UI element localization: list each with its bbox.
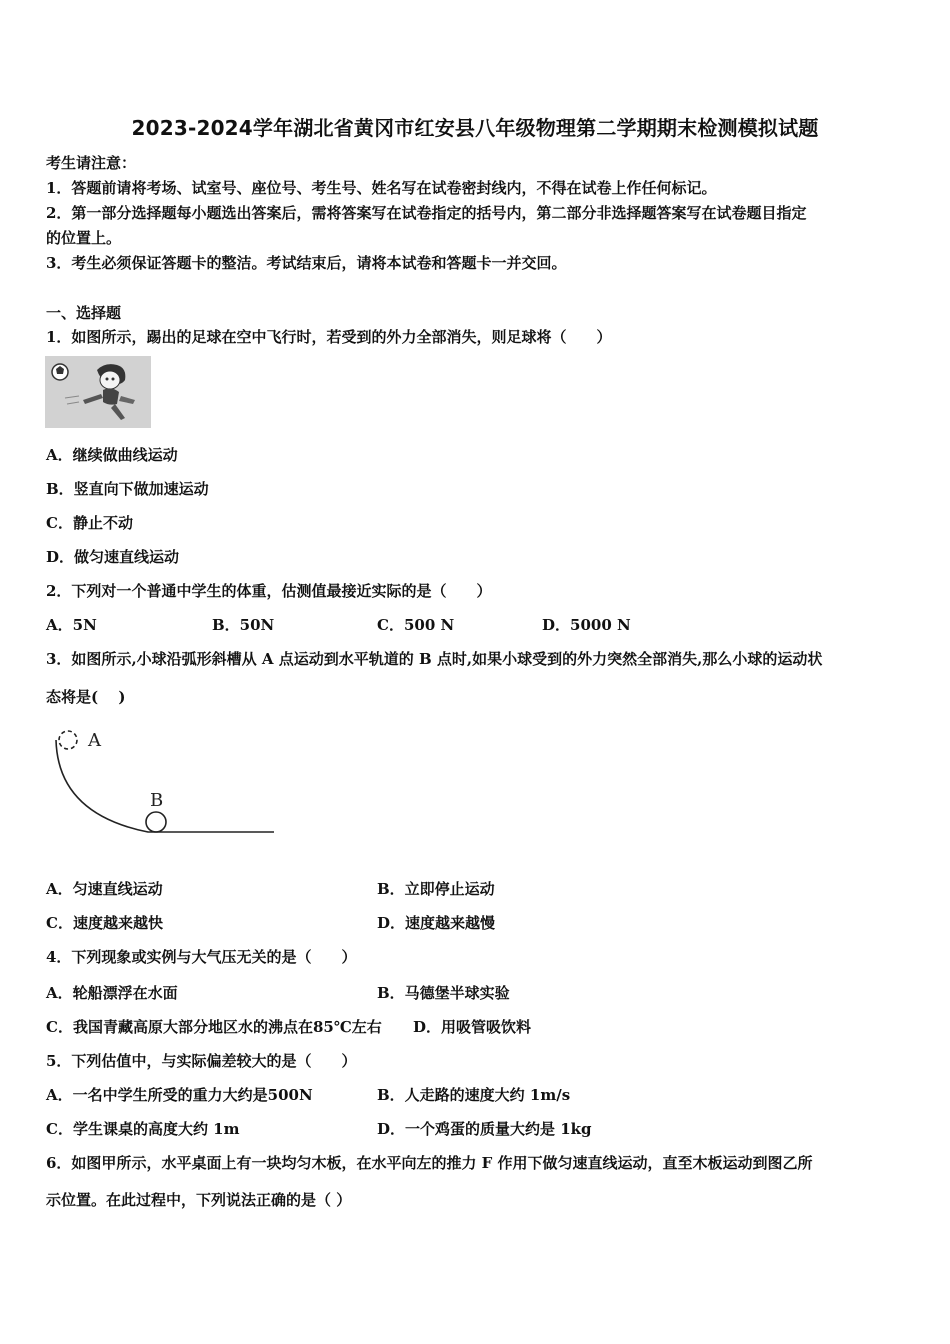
- q1-stem: 1．如图所示，踢出的足球在空中飞行时，若受到的外力全部消失，则足球将（ ）: [46, 328, 612, 346]
- q1-option-b: B．竖直向下做加速运动: [46, 480, 209, 498]
- q3-option-a: A．匀速直线运动: [46, 880, 163, 898]
- q1-option-a: A．继续做曲线运动: [46, 446, 178, 464]
- q3-option-c: C．速度越来越快: [46, 914, 163, 932]
- notice-item-2: 2．第一部分选择题每小题选出答案后，需将答案写在试卷指定的括号内，第二部分非选择题答案写在试卷题目指定: [46, 204, 807, 222]
- notice-item-2-cont: 的位置上。: [46, 229, 122, 247]
- q3-option-b: B．立即停止运动: [377, 880, 495, 898]
- q3-figure: [48, 722, 278, 842]
- q2-stem: 2．下列对一个普通中学生的体重，估测值最接近实际的是（ ）: [46, 582, 492, 600]
- label-b: B: [150, 790, 164, 811]
- ball-at-a: [59, 731, 77, 749]
- q4-option-a: A．轮船漂浮在水面: [46, 984, 178, 1002]
- page-title: 2023-2024学年湖北省黄冈市红安县八年级物理第二学期期末检测模拟试题: [131, 116, 819, 140]
- q3-option-d: D．速度越来越慢: [377, 914, 496, 932]
- q5-stem: 5．下列估值中，与实际偏差较大的是（ ）: [46, 1052, 357, 1070]
- q6-stem-line1: 6．如图甲所示，水平桌面上有一块均匀木板，在水平向左的推力 F 作用下做匀速直线运动，直至木板运动到图乙所: [46, 1154, 813, 1172]
- q2-option-b: B．50N: [212, 616, 275, 634]
- ball-at-b: [146, 812, 166, 832]
- q2-option-a: A．5N: [46, 616, 97, 634]
- q5-option-d: D．一个鸡蛋的质量大约是 1kg: [377, 1120, 592, 1138]
- q2-option-c: C．500 N: [377, 616, 455, 634]
- notice-item-3: 3．考生必须保证答题卡的整洁。考试结束后，请将本试卷和答题卡一并交回。: [46, 254, 567, 272]
- q5-option-b: B．人走路的速度大约 1m/s: [377, 1086, 571, 1104]
- q4-option-c: C．我国青藏高原大部分地区水的沸点在85℃左右: [46, 1018, 382, 1036]
- curved-track-diagram: [48, 722, 278, 842]
- q5-option-a: A．一名中学生所受的重力大约是500N: [46, 1086, 313, 1104]
- q2-option-d: D．5000 N: [542, 616, 631, 634]
- soccer-kick-illustration: [45, 356, 151, 428]
- q5-option-c: C．学生课桌的高度大约 1m: [46, 1120, 240, 1138]
- section-heading: 一、选择题: [46, 304, 122, 322]
- q3-stem-line1: 3．如图所示,小球沿弧形斜槽从 A 点运动到水平轨道的 B 点时,如果小球受到的外力突然全部消失,那么小球的运动状: [46, 650, 823, 668]
- q1-option-c: C．静止不动: [46, 514, 133, 532]
- label-a: A: [88, 730, 101, 751]
- q4-option-b: B．马德堡半球实验: [377, 984, 510, 1002]
- q4-option-d: D．用吸管吸饮料: [413, 1018, 532, 1036]
- q1-option-d: D．做匀速直线运动: [46, 548, 180, 566]
- q4-stem: 4．下列现象或实例与大气压无关的是（ ）: [46, 948, 357, 966]
- q1-figure: [45, 356, 151, 428]
- q3-stem-line2: 态将是( ): [46, 688, 126, 706]
- notice-item-1: 1．答题前请将考场、试室号、座位号、考生号、姓名写在试卷密封线内，不得在试卷上作任何标记。: [46, 179, 717, 197]
- q6-stem-line2: 示位置。在此过程中，下列说法正确的是（ ）: [46, 1191, 352, 1209]
- notice-heading: 考生请注意：: [46, 154, 137, 172]
